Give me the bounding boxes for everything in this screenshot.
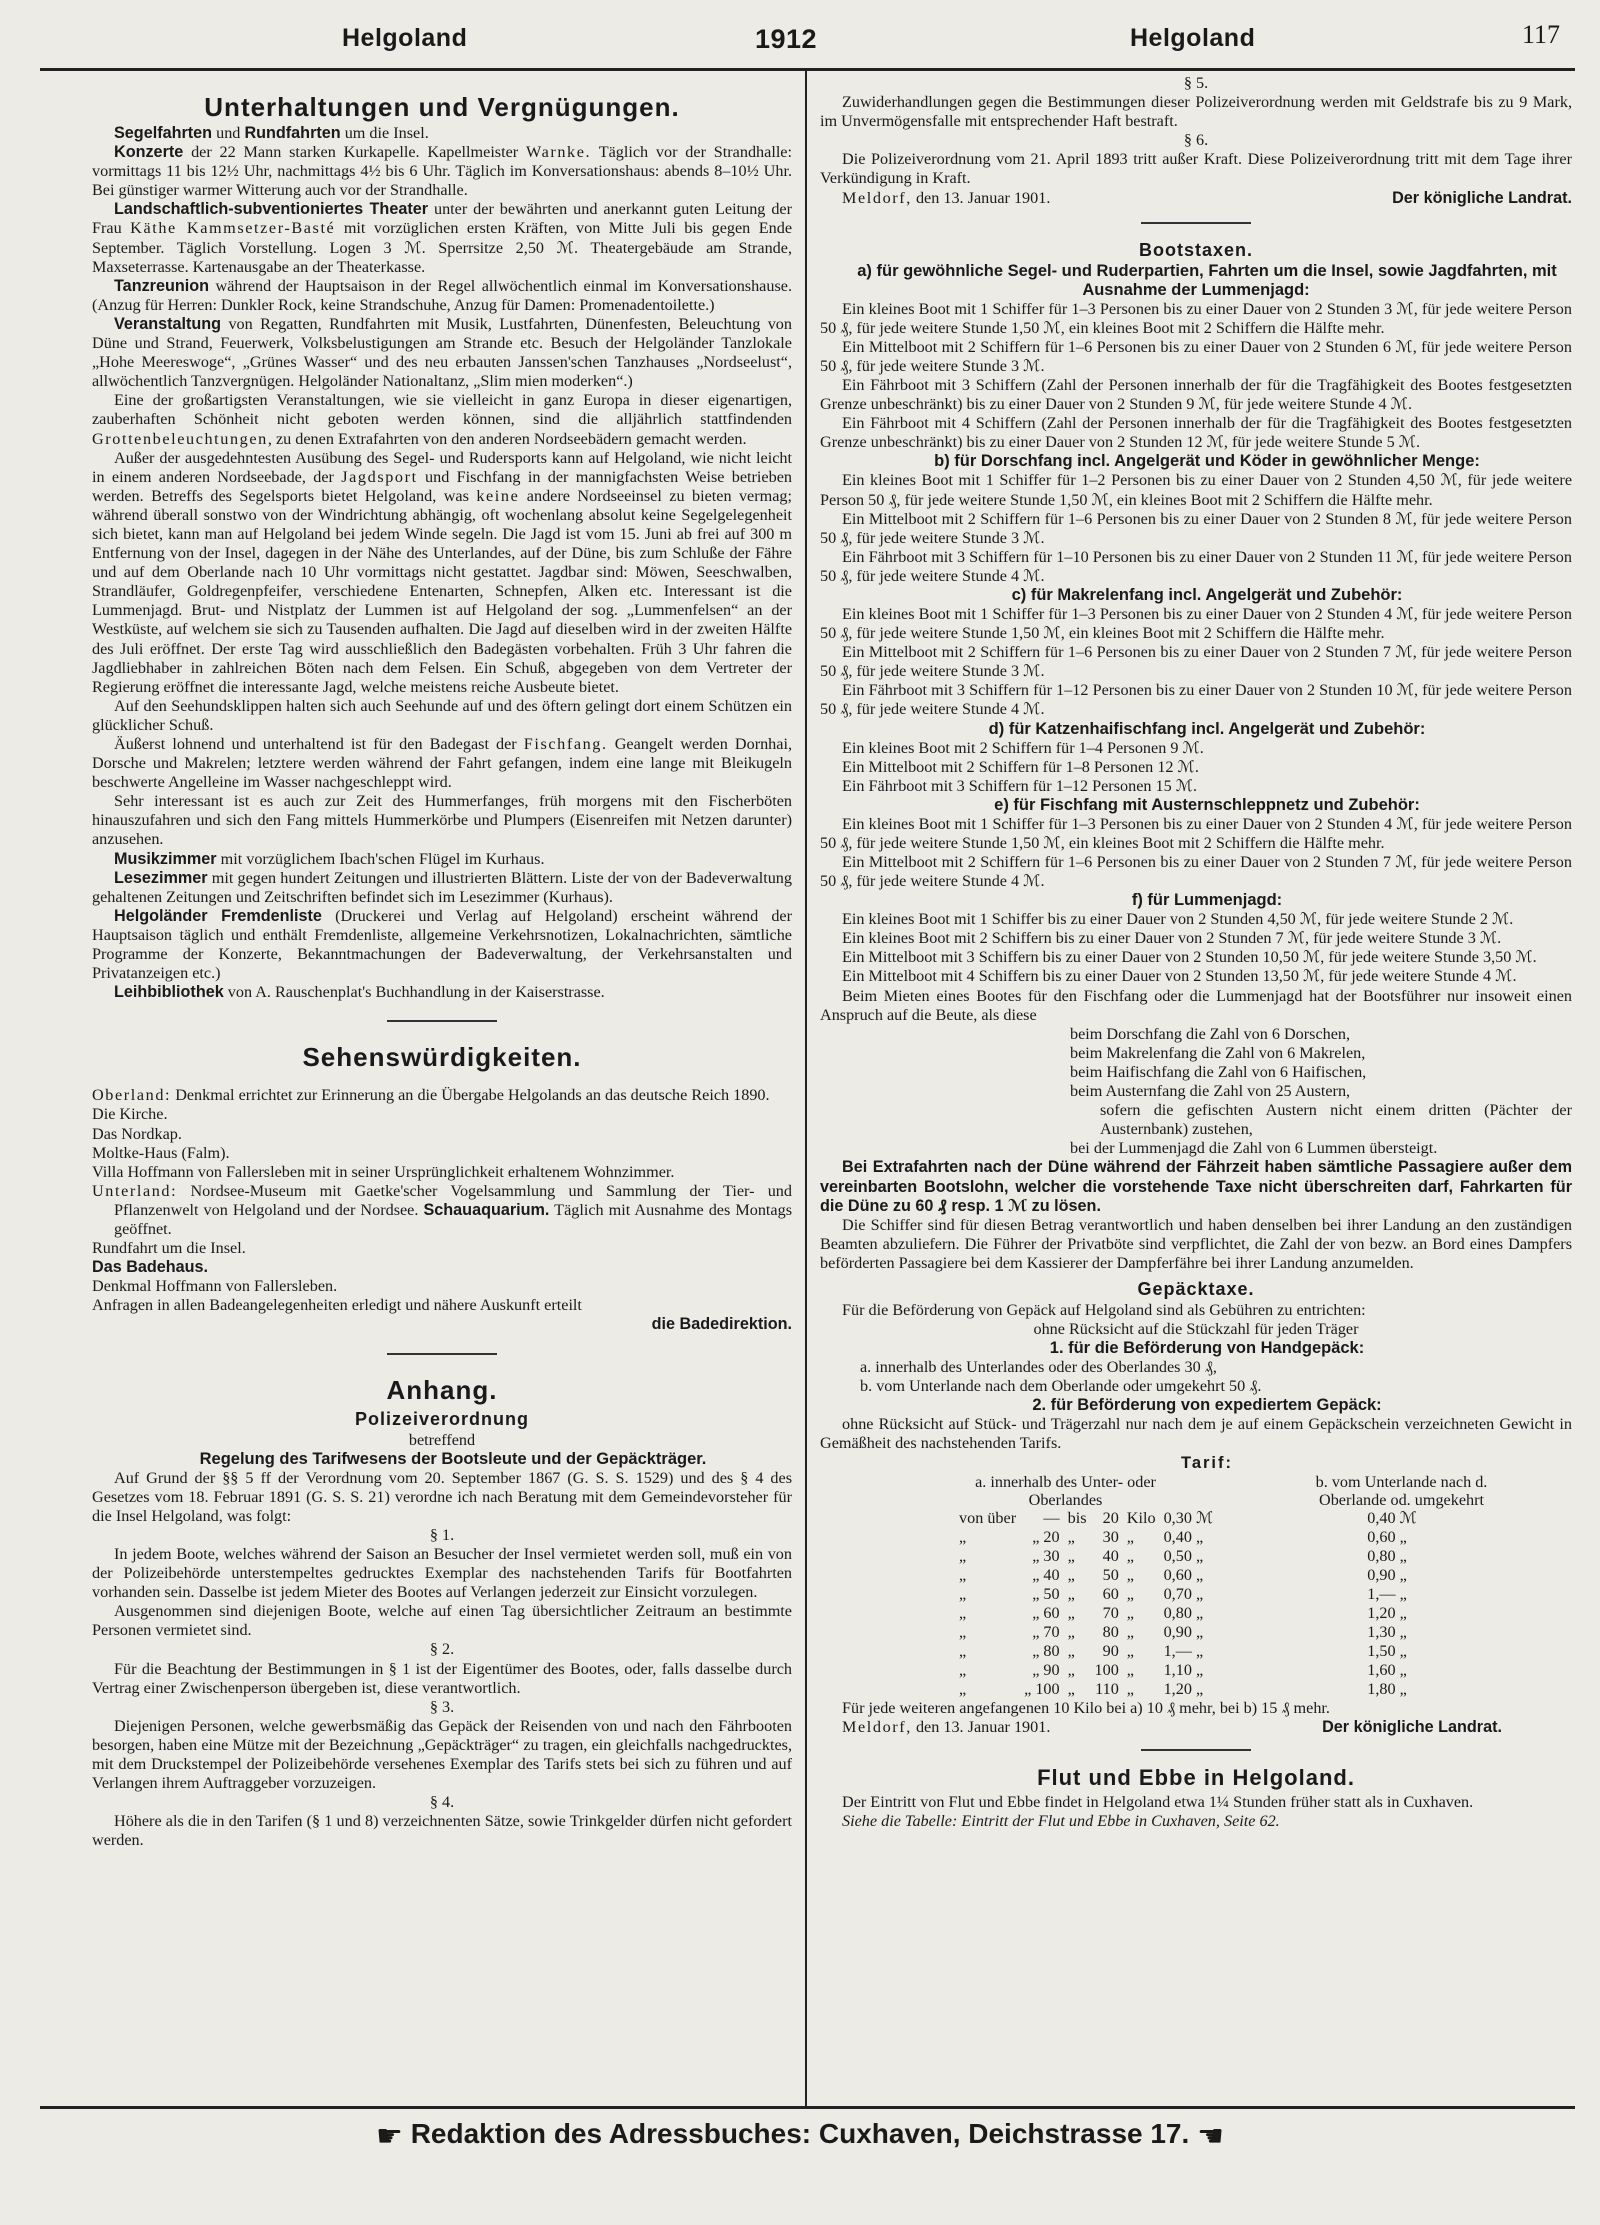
running-head (40, 18, 1570, 68)
tarif-cell-unit: „ (1126, 1622, 1134, 1641)
paragraph-hummerfang: Sehr interessant ist es auch zur Zeit des Hummerfanges, früh morgens mit den Fischerböten hinauszufahren und sich den Fang mittels Hummerkörbe und Plumpers (Eisenreifen mit Netzen darunter) anzusehen. (92, 792, 792, 849)
paragraph-6-text: Die Polizeiverordnung vom 21. April 1893 tritt außer Kraft. Diese Polizeiverordnung tritt mit dem Tage ihrer Verkündigung in Kraft. (820, 150, 1572, 188)
paragraph-veranstaltung: Veranstaltung von Regatten, Rundfahrten mit Musik, Lustfahrten, Dünenfesten, Beleuchtung von Düne und Strand, Feuerwerk, Volksbelustigungen am Strande etc. Besuch der Helgoländer Tanzlokale „Hohe Meereswoge“, „Grünes Wasser“ und des neu erbauten Janssen'schen Tanzhauses „Nordseelust“, allwöchentlich Tanzvergnügen. Helgoländer Nationaltanz, „Slim mien moderken“.) (92, 314, 792, 391)
tarif-cell-b: 1,— „ (1367, 1584, 1407, 1603)
paragraph-jagdsport: Außer der ausgedehntesten Ausübung des Segel- und Rudersports kann auf Helgoland, wie nicht leicht in einem anderen Nordseebade, der Jagdsport und Fischfang in der mannigfachsten Weise betrieben werden. Betreffs des Segelsports bietet Helgoland, was keine andere Nordseeinsel zu bieten vermag; während überall sonstwo von der Windrichtung abhängig, oft wochenlang absolut keine Segelgelegenheit sich bietet, kann man auf Helgoland bei jedem Winde segeln. Die Jagd ist vom 15. Juni ab frei auf 300 m Entfernung von der Insel, dagegen in der Nähe des Unterlandes, auf der Düne, bis zum Schluße der Fähre und auf dem Oberlande nach 10 Uhr vormittags nicht gestattet. Jagdbar sind: Möwen, Seeschwalben, Strandläufer, Goldregenpfeifer, verschiedene Entenarten, Schnepfen, Alken etc. Interessant ist die Lummenjagd. Brut- und Nistplatz der Lummen ist auf Helgoland der sog. „Lummenfelsen“ an der Westküste, auf welchem sie sich zu Tausenden aufhalten. Die Jagd auf dieselben wird in der zweiten Hälfte des Juli eröffnet. Der erste Tag wird ausschließlich den Badegästen vorbehalten. Früh 3 Uhr fahren die Jagdliebhaber in zahlreichen Böten nach dem Felsen. Ein Schuß, abgegeben von dem Vertreter der Regierung eröffnet die interessante Jagd, welche meistens reiche Ausbeute bietet. (92, 448, 792, 696)
footer-text: Redaktion des Adressbuches: Cuxhaven, Deichstrasse 17. (410, 2118, 1190, 2149)
running-head-left: Helgoland (342, 24, 468, 52)
tarif-row (955, 1642, 1421, 1661)
tax-c1: Ein kleines Boot mit 1 Schiffer für 1–3 Personen bis zu einer Dauer von 2 Stunden 4 ℳ, für jede weitere Person 50 ₰, für jede weitere Stunde 1,50 ℳ, ein kleines Boot mit 2 Schiffern die Hälfte mehr. (820, 604, 1572, 643)
betreffend: betreffend (408, 1430, 476, 1449)
tarif-cell-pre: „ (959, 1546, 967, 1565)
tax-e2: Ein Mittelboot mit 2 Schiffern für 1–6 Personen bis zu einer Dauer von 2 Stunden 7 ℳ, für jede weitere Person 50 ₰, für jede weitere Stunde 4 ℳ. (820, 853, 1572, 891)
tarif-column-headers (820, 1473, 1572, 1509)
tarif-cell-mid: „ (1067, 1603, 1075, 1622)
sight-villa-hoffmann: Villa Hoffmann von Fallersleben mit in seiner Ursprünglichkeit erhaltenem Wohnzimmer. (92, 1162, 675, 1181)
paragraph-tanzreunion: Tanzreunion während der Hauptsaison in der Regel allwöchentlich einmal im Konversationshause. (Anzug für Herren: Dunkler Rock, keine Strandschuhe, Anzug für Damen: Promenadentoilette.) (92, 276, 792, 314)
tarif-cell-a: 1,— „ (1163, 1641, 1204, 1660)
bottom-rule (40, 2106, 1575, 2109)
tarif-row (955, 1680, 1421, 1699)
tarif-cell-hi: 80 (1102, 1622, 1119, 1641)
tarif-cell-unit: „ (1126, 1660, 1134, 1679)
left-column (92, 74, 792, 1851)
tarif-row (955, 1528, 1421, 1547)
tarif-cell-pre: „ (959, 1584, 967, 1603)
heading-a: a) für gewöhnliche Segel- und Ruderpartien, Fahrten um die Insel, sowie Jagdfahrten, mit Ausnahme der Lummenjagd: (857, 261, 1557, 299)
tarif-cell-mid: „ (1067, 1527, 1075, 1546)
tarif-cell-unit: „ (1126, 1603, 1134, 1622)
tarif-cell-lo: „ 50 (1032, 1584, 1060, 1603)
tarif-cell-a: 0,60 „ (1163, 1565, 1204, 1584)
paragraph-1-heading: § 1. (429, 1525, 455, 1544)
paragraph-leihbibliothek: Leihbibliothek von A. Rauschenplat's Buchhandlung in der Kaiserstrasse. (114, 983, 605, 1002)
tarif-cell-unit: „ (1126, 1527, 1134, 1546)
footer (0, 2118, 1600, 2154)
beute-item: beim Makrelenfang die Zahl von 6 Makrelen, (1070, 1043, 1366, 1062)
tarif-cell-unit: Kilo (1126, 1508, 1156, 1527)
signature-2: Meldorf, den 13. Januar 1901. Der königliche Landrat. (842, 1717, 1502, 1736)
paragraph-grottenbeleuchtung: Eine der großartigsten Veranstaltungen, wie sie vielleicht in ganz Europa in dieser eigenartigen, zauberhaften Schönheit nicht geboten werden können, sind die alljährlich stattfindenden Grottenbeleuchtungen, zu denen Extrafahrten von den anderen Nordseebädern gemacht werden. (92, 391, 792, 448)
paragraph-musikzimmer: Musikzimmer mit vorzüglichem Ibach'schen Flügel im Kurhaus. (114, 849, 545, 868)
heading-f: f) für Lummenjagd: (1131, 891, 1283, 910)
tarif-table (955, 1509, 1421, 1699)
paragraph-2-heading: § 2. (429, 1640, 455, 1659)
tarif-cell-a: 0,80 „ (1163, 1603, 1204, 1622)
tax-b2: Ein Mittelboot mit 2 Schiffern für 1–6 Personen bis zu einer Dauer von 2 Stunden 8 ℳ, für jede weitere Person 50 ₰, für jede weitere Stunde 3 ℳ. (820, 509, 1572, 547)
tarif-cell-b: 1,50 „ (1367, 1641, 1407, 1660)
paragraph-3-text: Diejenigen Personen, welche gewerbsmäßig das Gepäck der Reisenden von und nach den Fährbooten besorgen, haben eine Mütze mit der Bezeichnung „Gepäckträger“ zu tragen, ein gleichfalls nachgedrucktes, mit dem Druckstempel der Polizeibehörde versehenes Exemplar des Tarifs stets bei sich zu führen und auf Verlangen ihrem Auftraggeber vorzuzeigen. (92, 1716, 792, 1793)
divider (387, 1020, 497, 1022)
tarif-footnote: Für jede weiteren angefangenen 10 Kilo bei a) 10 ₰ mehr, bei b) 15 ₰ mehr. (842, 1698, 1330, 1717)
divider (1141, 222, 1251, 224)
divider (1141, 1749, 1251, 1751)
section-title-bootstaxen: Bootstaxen. (1138, 239, 1254, 260)
sight-moltke-haus: Moltke-Haus (Falm). (92, 1143, 230, 1162)
sight-kirche: Die Kirche. (92, 1105, 168, 1124)
tax-b1: Ein kleines Boot mit 1 Schiffer für 1–2 Personen bis zu einer Dauer von 2 Stunden 4,50 ℳ, für jede weitere Person 50 ₰, für jede weitere Stunde 1,50 ℳ, ein kleines Boot mit 2 Schiffern die Hälfte mehr. (820, 471, 1572, 509)
tarif-cell-mid: „ (1067, 1660, 1075, 1679)
paragraph-lesezimmer: Lesezimmer mit gegen hundert Zeitungen und illustrierten Blättern. Liste der von der Badeverwaltung gehaltenen Zeitungen und Zeitschriften befindet sich im Lesezimmer (Kurhaus). (92, 868, 792, 906)
sight-oberland: Oberland: Denkmal errichtet zur Erinnerung an die Übergabe Helgolands an das deutsche Reich 1890. (92, 1086, 770, 1105)
tax-a4: Ein Fährboot mit 4 Schiffern (Zahl der Personen innerhalb der für die Tragfähigkeit des Bootes festgesetzten Grenze unbeschränkt) bis zu einer Dauer von 2 Stunden 12 ℳ, für jede weitere Stunde 5 ℳ. (820, 414, 1572, 452)
tax-f2: Ein kleines Boot mit 2 Schiffern bis zu einer Dauer von 2 Stunden 7 ℳ, für jede weitere Stunde 3 ℳ. (842, 929, 1502, 948)
beute-item: sofern die gefischten Austern nicht einem dritten (Pächter der Austernbank) zustehen, (1100, 1101, 1572, 1139)
top-rule (40, 68, 1575, 71)
tarif-cell-unit: „ (1126, 1641, 1134, 1660)
tax-f4: Ein Mittelboot mit 4 Schiffern bis zu einer Dauer von 2 Stunden 13,50 ℳ, für jede weitere Stunde 4 ℳ. (842, 967, 1517, 986)
anfragen-note: Anfragen in allen Badeangelegenheiten erledigt und nähere Auskunft erteilt (92, 1296, 582, 1315)
pointing-hand-right-icon: ☛ (376, 2120, 403, 2153)
tax-f1: Ein kleines Boot mit 1 Schiffer bis zu einer Dauer von 2 Stunden 4,50 ℳ, für jede weitere Stunde 2 ℳ. (842, 910, 1514, 929)
badedirektion: die Badedirektion. (651, 1315, 792, 1334)
tax-d3: Ein Fährboot mit 3 Schiffern für 1–12 Personen 15 ℳ. (842, 776, 1198, 795)
tarif-cell-pre: „ (959, 1527, 967, 1546)
sight-unterland: Unterland: Nordsee-Museum mit Gaetke'scher Vogelsammlung und Sammlung der Tier- und Pflanzenwelt von Helgoland und der Nordsee. Schauaquarium. Täglich mit Ausnahme des Montags geöffnet. (92, 1181, 792, 1238)
pointing-hand-left-icon: ☚ (1197, 2120, 1224, 2153)
tarif-cell-pre: „ (959, 1641, 967, 1660)
gepaeck-traeger: ohne Rücksicht auf die Stückzahl für jeden Träger (1033, 1320, 1359, 1339)
paragraph-3-heading: § 3. (429, 1697, 455, 1716)
heading-e: e) für Fischfang mit Austernschleppnetz und Zubehör: (994, 795, 1420, 814)
tarif-cell-hi: 60 (1102, 1584, 1119, 1603)
tarif-cell-unit: „ (1126, 1679, 1134, 1698)
column-rule (805, 71, 807, 2106)
tarif-row (955, 1585, 1421, 1604)
schiffer-note: Die Schiffer sind für diesen Betrag verantwortlich und haben denselben bei ihrer Landung an den zuständigen Beamten abzuliefern. Die Führer der Privatböte sind verpflichtet, die Zahl der von bezw. an Bord eines Dampfers beförderten Passagiere bei dem Kassierer der Dampferfähre bei ihrer Landung anzumelden. (820, 1215, 1572, 1272)
section-title-anhang: Anhang. (386, 1374, 498, 1405)
paragraph-6-heading: § 6. (1183, 131, 1209, 150)
tarif-cell-b: 0,60 „ (1367, 1527, 1407, 1546)
tarif-cell-b: 1,20 „ (1367, 1603, 1407, 1622)
paragraph-4-heading: § 4. (429, 1793, 455, 1812)
tarif-cell-unit: „ (1126, 1546, 1134, 1565)
tarif-cell-b: 0,80 „ (1367, 1546, 1407, 1565)
tarif-cell-pre: „ (959, 1660, 967, 1679)
tarif-cell-lo: „ 90 (1032, 1660, 1060, 1679)
signature-1: Meldorf, den 13. Januar 1901. Der königliche Landrat. (842, 188, 1572, 207)
tarif-cell-a: 0,90 „ (1163, 1622, 1204, 1641)
tarif-cell-b: 1,60 „ (1367, 1660, 1407, 1679)
tax-a2: Ein Mittelboot mit 2 Schiffern für 1–6 Personen bis zu einer Dauer von 2 Stunden 6 ℳ, für jede weitere Person 50 ₰, für jede weitere Stunde 3 ℳ. (820, 337, 1572, 375)
tarif-row (955, 1566, 1421, 1585)
tax-f3: Ein Mittelboot mit 3 Schiffern bis zu einer Dauer von 2 Stunden 10,50 ℳ, für jede weitere Stunde 3,50 ℳ. (842, 948, 1537, 967)
tarif-cell-lo: „ 100 (1024, 1679, 1060, 1698)
paragraph-4-text: Höhere als die in den Tarifen (§ 1 und 8) verzeichnenten Sätze, sowie Trinkgelder dürfen nicht gefordert werden. (92, 1812, 792, 1850)
tarif-cell-mid: „ (1067, 1679, 1075, 1698)
gepaeck-heading-1: 1. für die Beförderung von Handgepäck: (1049, 1339, 1365, 1358)
extrafahrten-notice: Bei Extrafahrten nach der Düne während der Fährzeit haben sämtliche Passagiere außer dem vereinbarten Bootslohn, welcher die vorstehende Taxe nicht überschreiten darf, Fahrkarten für die Düne zu 60 ₰ resp. 1 ℳ zu lösen. (820, 1158, 1572, 1215)
verordnung-intro: Auf Grund der §§ 5 ff der Verordnung vom 20. September 1867 (G. S. S. 1529) und des § 4 des Gesetzes vom 18. Februar 1891 (G. S. S. 21) verordne ich nach Beratung mit dem Gemeindevorsteher für die Insel Helgoland, was folgt: (92, 1468, 792, 1525)
tarif-cell-pre: von über (959, 1508, 1017, 1527)
tarif-cell-hi: 90 (1102, 1641, 1119, 1660)
tarif-cell-mid: „ (1067, 1565, 1075, 1584)
tarif-cell-lo: „ 70 (1032, 1622, 1060, 1641)
tarif-cell-b: 0,40 ℳ (1367, 1508, 1417, 1527)
tarif-cell-mid: „ (1067, 1622, 1075, 1641)
heading-b: b) für Dorschfang incl. Angelgerät und Köder in gewöhnlicher Menge: (934, 452, 1480, 471)
paragraph-fremdenliste: Helgoländer Fremdenliste (Druckerei und Verlag auf Helgoland) erscheint während der Hauptsaison täglich und enthält Fremdenliste, allgemeine Verkehrsnotizen, Lokalnachrichten, sämtliche Programme der Konzerte, Bekanntmachungen der Badeverwaltung, der Verkehrsanstalten und Privatanzeigen etc.) (92, 906, 793, 983)
title-regelung: Regelung des Tarifwesens der Bootsleute und der Gepäckträger. (199, 1449, 707, 1468)
gepaeck-intro: Für die Beförderung von Gepäck auf Helgoland sind als Gebühren zu entrichten: (842, 1300, 1366, 1319)
tarif-cell-a: 0,50 „ (1163, 1546, 1204, 1565)
tarif-cell-hi: 50 (1102, 1565, 1119, 1584)
tarif-cell-pre: „ (959, 1622, 967, 1641)
tarif-cell-mid: „ (1067, 1584, 1075, 1603)
tax-e1: Ein kleines Boot mit 1 Schiffer für 1–3 Personen bis zu einer Dauer von 2 Stunden 4 ℳ, für jede weitere Person 50 ₰, für jede weitere Stunde 1,50 ℳ, ein kleines Boot mit 2 Schiffern die Hälfte mehr. (820, 814, 1572, 852)
title-polizeiverordnung: Polizeiverordnung (354, 1408, 530, 1429)
tarif-cell-a: 1,20 „ (1163, 1679, 1204, 1698)
tarif-cell-lo: „ 20 (1032, 1527, 1060, 1546)
divider (387, 1353, 497, 1355)
beute-item: beim Austernfang die Zahl von 25 Austern, (1070, 1082, 1351, 1101)
tarif-col-a: a. innerhalb des Unter- oder Oberlandes (975, 1472, 1156, 1509)
tax-d1: Ein kleines Boot mit 2 Schiffern für 1–4 Personen 9 ℳ. (842, 738, 1204, 757)
tarif-cell-a: 0,70 „ (1163, 1584, 1204, 1603)
heading-c: c) für Makrelenfang incl. Angelgerät und Zubehör: (1011, 585, 1403, 604)
running-head-year: 1912 (755, 24, 818, 54)
tarif-cell-lo: „ 60 (1032, 1603, 1060, 1622)
tarif-cell-hi: 110 (1095, 1679, 1119, 1698)
flut-text: Der Eintritt von Flut und Ebbe findet in Helgoland etwa 1¼ Stunden früher statt als in Cuxhaven. (842, 1792, 1474, 1811)
tarif-cell-a: 0,30 ℳ (1163, 1508, 1214, 1527)
right-column (820, 74, 1572, 1831)
tax-c2: Ein Mittelboot mit 2 Schiffern für 1–6 Personen bis zu einer Dauer von 2 Stunden 7 ℳ, für jede weitere Person 50 ₰, für jede weitere Stunde 3 ℳ. (820, 643, 1572, 681)
tarif-cell-mid: „ (1067, 1546, 1075, 1565)
tarif-row (955, 1604, 1421, 1623)
paragraph-1-text: In jedem Boote, welches während der Saison an Besucher der Insel vermietet werden soll, muß ein von der Polizeibehörde unterstempeltes gedrucktes Exemplar des nachstehenden Tarifs für Bootfahrten vorhanden sein. Dasselbe ist jedem Mieter des Bootes auf Verlangen jederzeit zur Einsicht vorzulegen. (92, 1545, 792, 1602)
tarif-cell-lo: „ 30 (1032, 1546, 1060, 1565)
gepaeck-2-text: ohne Rücksicht auf Stück- und Trägerzahl nur nach dem je auf einem Gepäckschein verzeichneten Gewicht in Gemäßheit des nachstehenden Tarifs. (820, 1415, 1572, 1453)
tarif-cell-a: 0,40 „ (1163, 1527, 1204, 1546)
tarif-cell-hi: 40 (1102, 1546, 1119, 1565)
tax-a1: Ein kleines Boot mit 1 Schiffer für 1–3 Personen bis zu einer Dauer von 2 Stunden 3 ℳ, für jede weitere Person 50 ₰, für jede weitere Stunde 1,50 ℳ, ein kleines Boot mit 2 Schiffern die Hälfte mehr. (820, 299, 1572, 337)
beute-intro: Beim Mieten eines Bootes für den Fischfang oder die Lummenjagd hat der Bootsführer nur insoweit einen Anspruch auf die Beute, als diese (820, 986, 1572, 1024)
paragraph-theater: Landschaftlich-subventioniertes Theater unter der bewährten und anerkannt guten Leitung der Frau Käthe Kammsetzer-Basté mit vorzüglichen ersten Kräften, von Mitte Juli bis gegen Ende September. Täglich Vorstellung. Logen 3 ℳ. Sperrsitze 2,50 ℳ. Theatergebäude am Strande, Maxseterrasse. Kartenausgabe an der Theaterkasse. (92, 200, 792, 276)
tarif-col-b: b. vom Unterlande nach d. Oberlande od. umgekehrt (1315, 1472, 1488, 1509)
sight-badehaus: Das Badehaus. (92, 1258, 209, 1277)
gepaeck-heading-2: 2. für Beförderung von expediertem Gepäck: (1032, 1396, 1382, 1415)
tarif-cell-lo: „ 40 (1032, 1565, 1060, 1584)
tarif-cell-pre: „ (959, 1565, 967, 1584)
paragraph-segelfahrten: Segelfahrten und Rundfahrten um die Insel. (114, 124, 429, 142)
tarif-cell-pre: „ (959, 1603, 967, 1622)
paragraph-2-text: Für die Beachtung der Bestimmungen in § 1 ist der Eigentümer des Bootes, oder, falls dasselbe durch Vertrag einer Zwischenperson übergeben ist, diese verantwortlich. (92, 1659, 792, 1697)
heading-d: d) für Katzenhaifischfang incl. Angelgerät und Zubehör: (988, 719, 1426, 738)
paragraph-seehunde: Auf den Seehundsklippen halten sich auch Seehunde auf und des öftern gelingt dort einem Schützen ein glücklicher Schuß. (92, 696, 792, 734)
tarif-row (955, 1661, 1421, 1680)
tarif-row (955, 1509, 1421, 1528)
flut-reference: Siehe die Tabelle: Eintritt der Flut und Ebbe in Cuxhaven, Seite 62. (842, 1811, 1280, 1830)
tax-d2: Ein Mittelboot mit 2 Schiffern für 1–8 Personen 12 ℳ. (842, 757, 1199, 776)
beute-item: beim Dorschfang die Zahl von 6 Dorschen, (1070, 1024, 1351, 1043)
paragraph-fischfang: Äußerst lohnend und unterhaltend ist für den Badegast der Fischfang. Geangelt werden Dornhai, Dorsche und Makrelen; letztere werden während der Fahrt gefangen, indem eine lange mit Bleikugeln beschwerte Angelleine im Wasser nachgeschleppt wird. (92, 735, 792, 792)
section-title-unterhaltungen: Unterhaltungen und Vergnügungen. (204, 92, 680, 122)
tax-b3: Ein Fährboot mit 3 Schiffern für 1–10 Personen bis zu einer Dauer von 2 Stunden 11 ℳ, für jede weitere Person 50 ₰, für jede weitere Stunde 4 ℳ. (820, 547, 1572, 585)
gepaeck-1a: a. innerhalb des Unterlandes oder des Oberlandes 30 ₰, (860, 1358, 1217, 1377)
tarif-row (955, 1623, 1421, 1642)
tarif-cell-b: 1,30 „ (1367, 1622, 1407, 1641)
page-number: 117 (1521, 20, 1560, 49)
tarif-cell-lo: — (1043, 1508, 1060, 1527)
paragraph-5-heading: § 5. (1183, 74, 1209, 92)
tarif-cell-b: 0,90 „ (1367, 1565, 1407, 1584)
tax-c3: Ein Fährboot mit 3 Schiffern für 1–12 Personen bis zu einer Dauer von 2 Stunden 10 ℳ, für jede weitere Person 50 ₰, für jede weitere Stunde 4 ℳ. (820, 681, 1572, 719)
sight-rundfahrt: Rundfahrt um die Insel. (92, 1239, 246, 1258)
tarif-cell-hi: 100 (1094, 1660, 1119, 1679)
paragraph-1-exception: Ausgenommen sind diejenigen Boote, welche auf einen Tag übersichtlicher Zeitraum an bestimmte Personen vermietet sind. (92, 1602, 792, 1640)
tarif-title: Tarif: (1180, 1453, 1234, 1472)
tarif-cell-unit: „ (1126, 1584, 1134, 1603)
tarif-cell-mid: „ (1067, 1641, 1075, 1660)
tarif-cell-b: 1,80 „ (1367, 1679, 1407, 1698)
tarif-cell-mid: bis (1067, 1508, 1087, 1527)
gepaeck-1b: b. vom Unterlande nach dem Oberlande oder umgekehrt 50 ₰. (860, 1377, 1262, 1396)
tax-a3: Ein Fährboot mit 3 Schiffern (Zahl der Personen innerhalb der für die Tragfähigkeit des Bootes festgesetzten Grenze unbeschränkt) bis zu einer Dauer von 2 Stunden 9 ℳ, für jede weitere Stunde 4 ℳ. (820, 376, 1572, 414)
tarif-cell-a: 1,10 „ (1163, 1660, 1204, 1679)
tarif-row (955, 1547, 1421, 1566)
tarif-cell-lo: „ 80 (1032, 1641, 1060, 1660)
beute-item: beim Haifischfang die Zahl von 6 Haifischen, (1070, 1062, 1367, 1081)
tarif-cell-hi: 20 (1102, 1508, 1119, 1527)
tarif-cell-pre: „ (959, 1679, 967, 1698)
beute-item: bei der Lummenjagd die Zahl von 6 Lummen übersteigt. (1070, 1139, 1438, 1158)
section-title-flut-ebbe: Flut und Ebbe in Helgoland. (1037, 1764, 1355, 1790)
tarif-cell-unit: „ (1126, 1565, 1134, 1584)
section-title-gepaecktaxe: Gepäcktaxe. (1137, 1278, 1255, 1299)
paragraph-5-text: Zuwiderhandlungen gegen die Bestimmungen dieser Polizeiverordnung werden mit Geldstrafe bis zu 9 Mark, im Unvermögensfalle mit entsprechender Haft bestraft. (820, 93, 1572, 131)
section-title-sehenswuerdigkeiten: Sehenswürdigkeiten. (302, 1042, 582, 1073)
running-head-right: Helgoland (1130, 24, 1256, 52)
tarif-cell-hi: 70 (1102, 1603, 1119, 1622)
sight-denkmal: Denkmal Hoffmann von Fallersleben. (92, 1277, 338, 1296)
paragraph-konzerte: Konzerte der 22 Mann starken Kurkapelle. Kapellmeister Warnke. Täglich vor der Strandhalle: vormittags 11 bis 12½ Uhr, nachmittags 4½ bis 6 Uhr. Täglich im Konversationshaus: abends 8–10½ Uhr. Bei günstiger warmer Witterung auch vor der Strandhalle. (92, 143, 792, 200)
tarif-cell-hi: 30 (1102, 1527, 1119, 1546)
sight-nordkap: Das Nordkap. (92, 1124, 182, 1143)
